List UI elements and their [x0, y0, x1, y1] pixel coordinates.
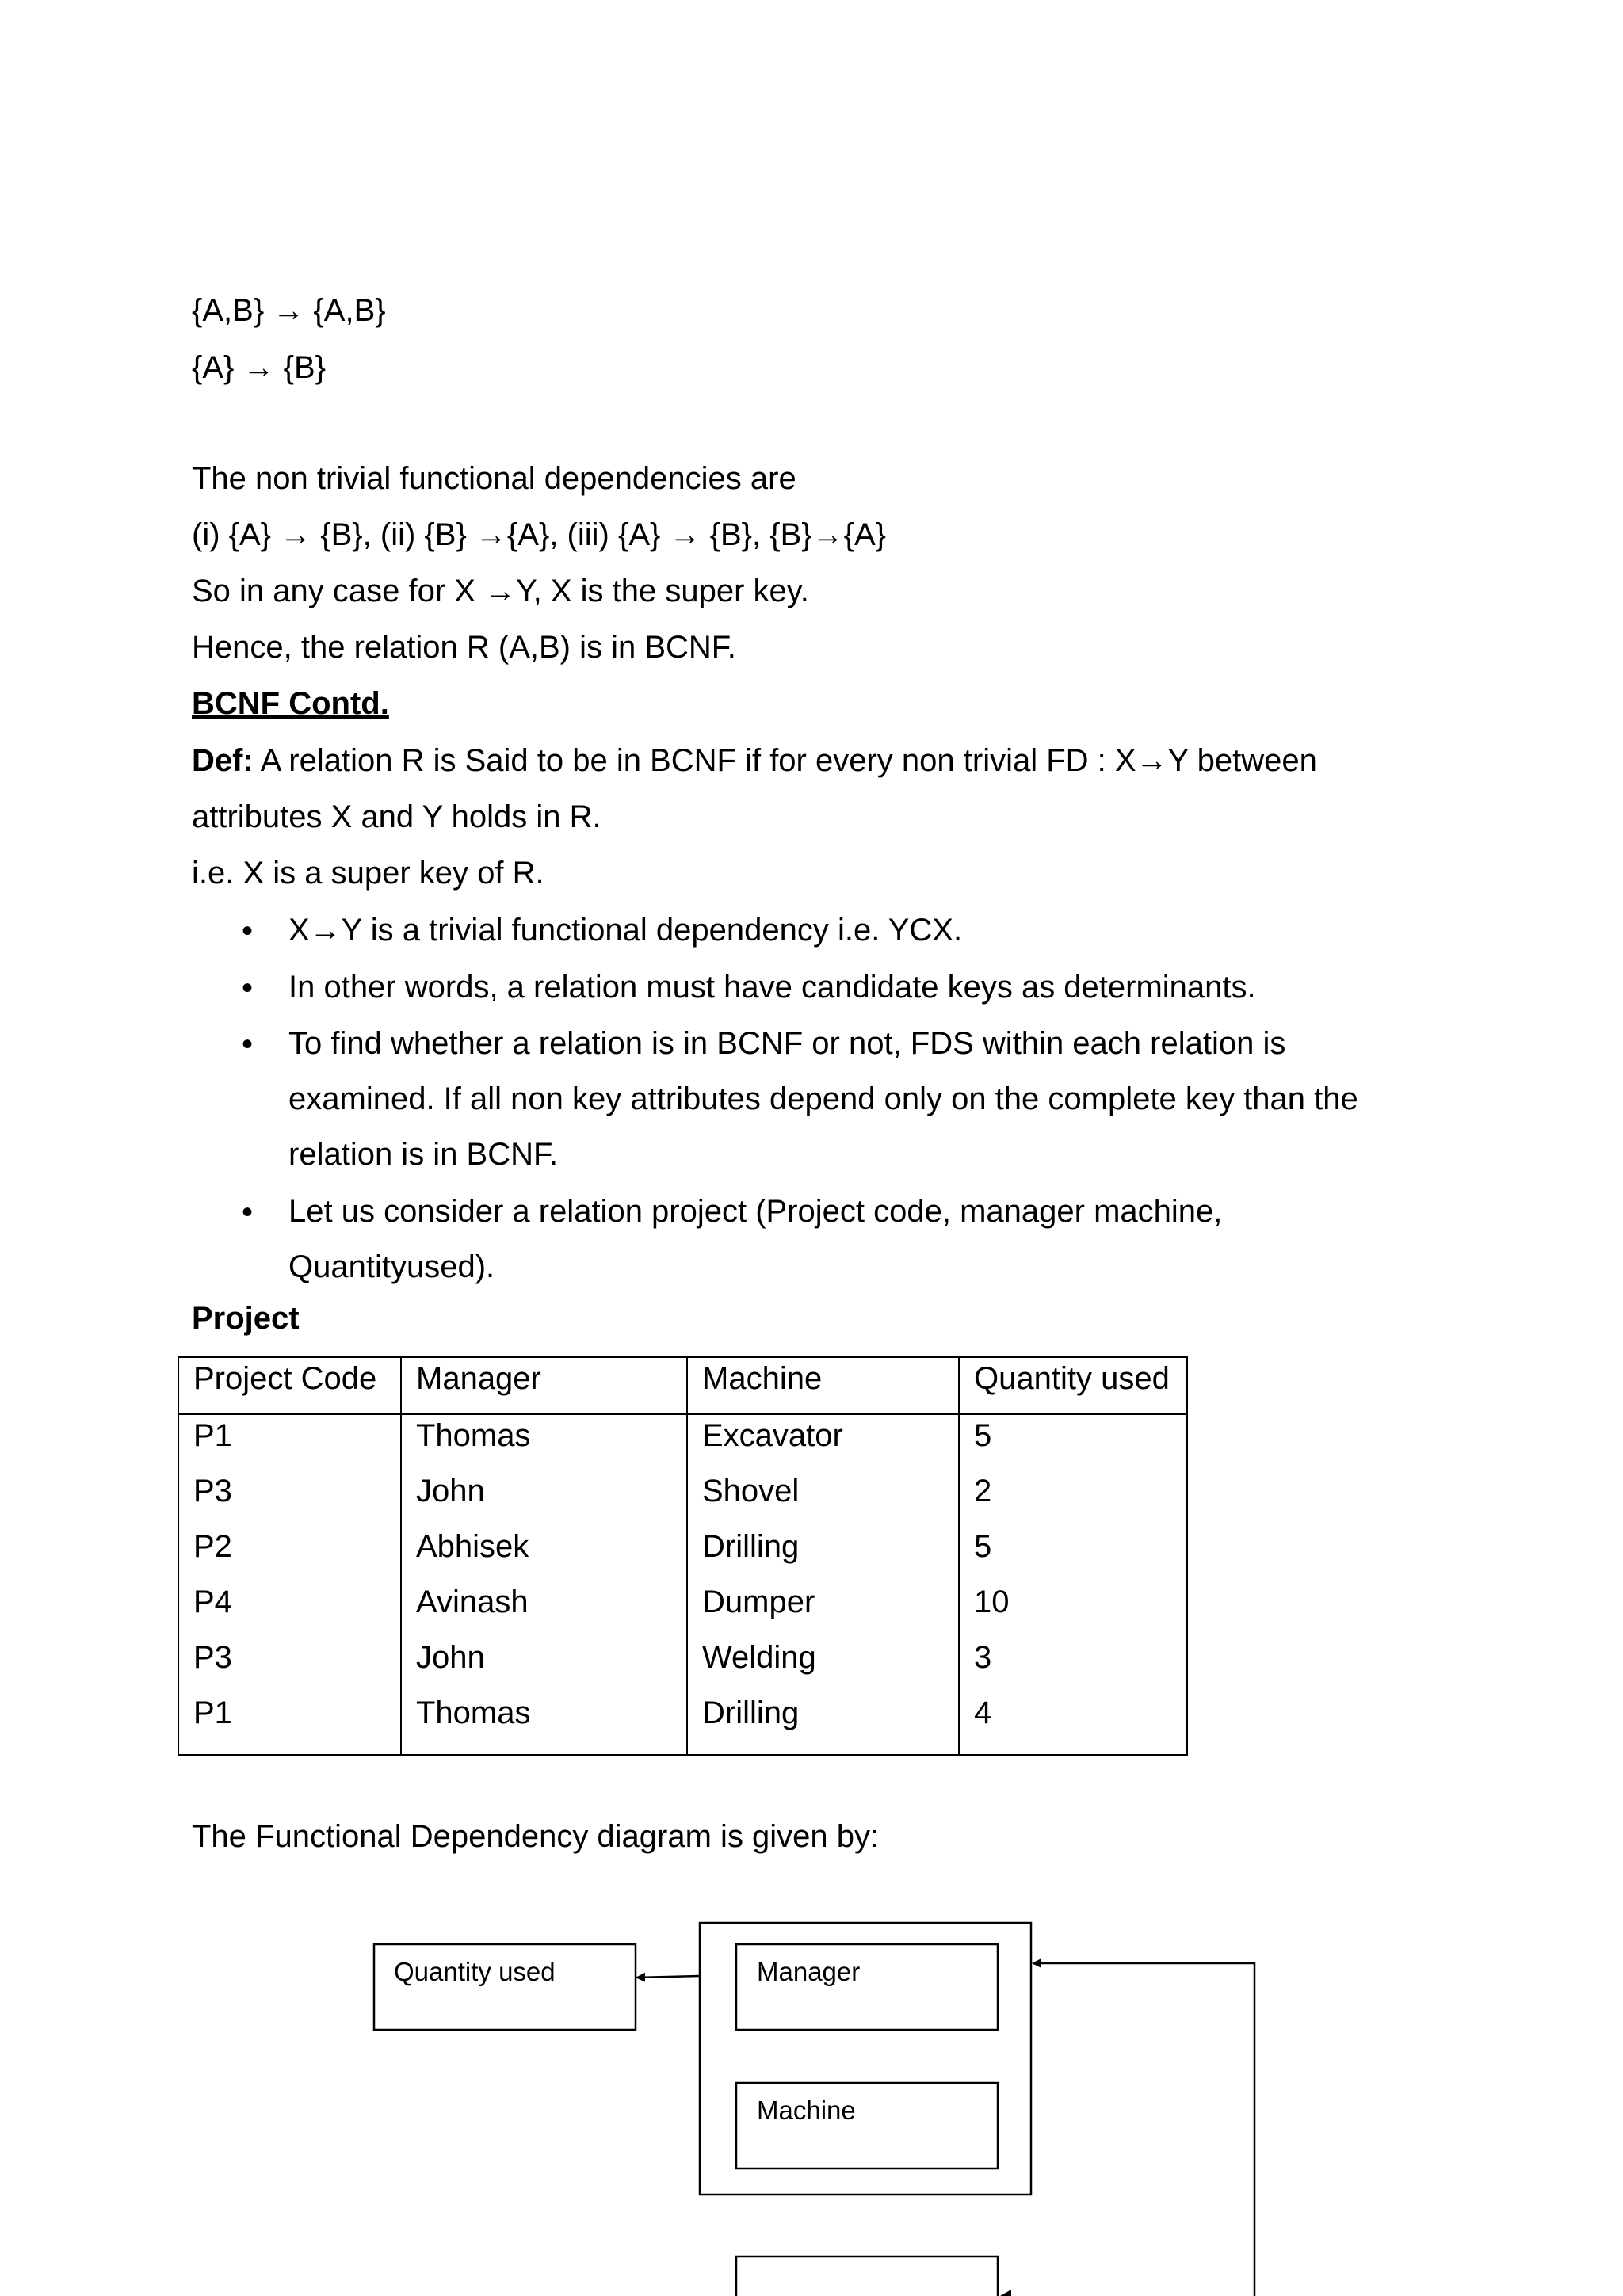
table-cell: 10 [959, 1581, 1187, 1637]
fd-line-ab-ab: {A,B} → {A,B} [192, 293, 386, 328]
section-heading: BCNF Contd. [192, 686, 389, 721]
machine-box [736, 2083, 998, 2168]
table-cell: Dumper [687, 1581, 959, 1637]
super-key-statement: So in any case for X →Y, X is the super key. [192, 574, 809, 608]
column-header-quantity-used: Quantity used [959, 1357, 1187, 1414]
bullet-dot-icon: • [242, 913, 254, 948]
table-cell: Abhisek [401, 1526, 687, 1581]
table-cell: Excavator [687, 1414, 959, 1470]
table-cell: Drilling [687, 1692, 959, 1755]
non-trivial-intro: The non trivial functional dependencies are [192, 461, 796, 496]
lower-box-partial [736, 2256, 998, 2296]
table-cell: 5 [959, 1526, 1187, 1581]
table-caption: Project [192, 1301, 300, 1336]
table-cell: Thomas [401, 1692, 687, 1755]
arrow-to-quantity [636, 1976, 700, 1978]
column-header-project-code: Project Code [178, 1357, 401, 1414]
definition-line-2: attributes X and Y holds in R. [192, 799, 601, 834]
bullet-item-1: X→Y is a trivial functional dependency i.e. YCX. [288, 913, 963, 948]
machine-label: Machine [757, 2096, 856, 2125]
bullet-dot-icon: • [242, 1027, 254, 1062]
composite-key-box [700, 1923, 1031, 2195]
manager-label: Manager [757, 1957, 861, 1986]
manager-box [736, 1944, 998, 2030]
table-cell: Shovel [687, 1470, 959, 1526]
table-cell: Drilling [687, 1526, 959, 1581]
bcnf-conclusion: Hence, the relation R (A,B) is in BCNF. [192, 630, 736, 665]
table-cell: P1 [178, 1414, 401, 1470]
quantity-used-box [374, 1944, 636, 2030]
bullet-item-4: Let us consider a relation project (Project code, manager machine, Quantityused). [288, 1194, 1223, 1284]
table-cell: 5 [959, 1414, 1187, 1470]
column-header-manager: Manager [401, 1357, 687, 1414]
definition-label: Def: [192, 743, 254, 778]
table-cell: John [401, 1637, 687, 1692]
non-trivial-list: (i) {A} → {B}, (ii) {B} →{A}, (iii) {A} → {B}, {B}→{A} [192, 517, 887, 552]
diagram-intro: The Functional Dependency diagram is given by: [192, 1819, 880, 1854]
table-cell: P3 [178, 1637, 401, 1692]
bullet-dot-icon: • [242, 971, 254, 1005]
table-cell: Avinash [401, 1581, 687, 1637]
bullet-item-2: In other words, a relation must have candidate keys as determinants. [288, 970, 1256, 1005]
ie-line: i.e. X is a super key of R. [192, 856, 544, 891]
table-cell: P1 [178, 1692, 401, 1755]
bullet-item-3: To find whether a relation is in BCNF or not, FDS within each relation is examined. If all non key attributes depend only on the complete key than the relation is in BCNF. [288, 1026, 1358, 1172]
table-cell: 4 [959, 1692, 1187, 1755]
column-header-machine: Machine [687, 1357, 959, 1414]
table-cell: 3 [959, 1637, 1187, 1692]
quantity-used-label: Quantity used [394, 1957, 556, 1986]
partial-arrowhead-icon [1000, 2290, 1011, 2296]
table-cell: P4 [178, 1581, 401, 1637]
table-cell: P2 [178, 1526, 401, 1581]
arrow-to-composite-key [1033, 1963, 1254, 2296]
table-cell: John [401, 1470, 687, 1526]
table-cell: P3 [178, 1470, 401, 1526]
table-cell: Thomas [401, 1414, 687, 1470]
bullet-dot-icon: • [242, 1195, 254, 1230]
table-cell: Welding [687, 1637, 959, 1692]
fd-line-a-b: {A} → {B} [192, 350, 327, 385]
table-cell: 2 [959, 1470, 1187, 1526]
definition-text-1: A relation R is Said to be in BCNF if for every non trivial FD : X→Y between [253, 743, 1317, 778]
